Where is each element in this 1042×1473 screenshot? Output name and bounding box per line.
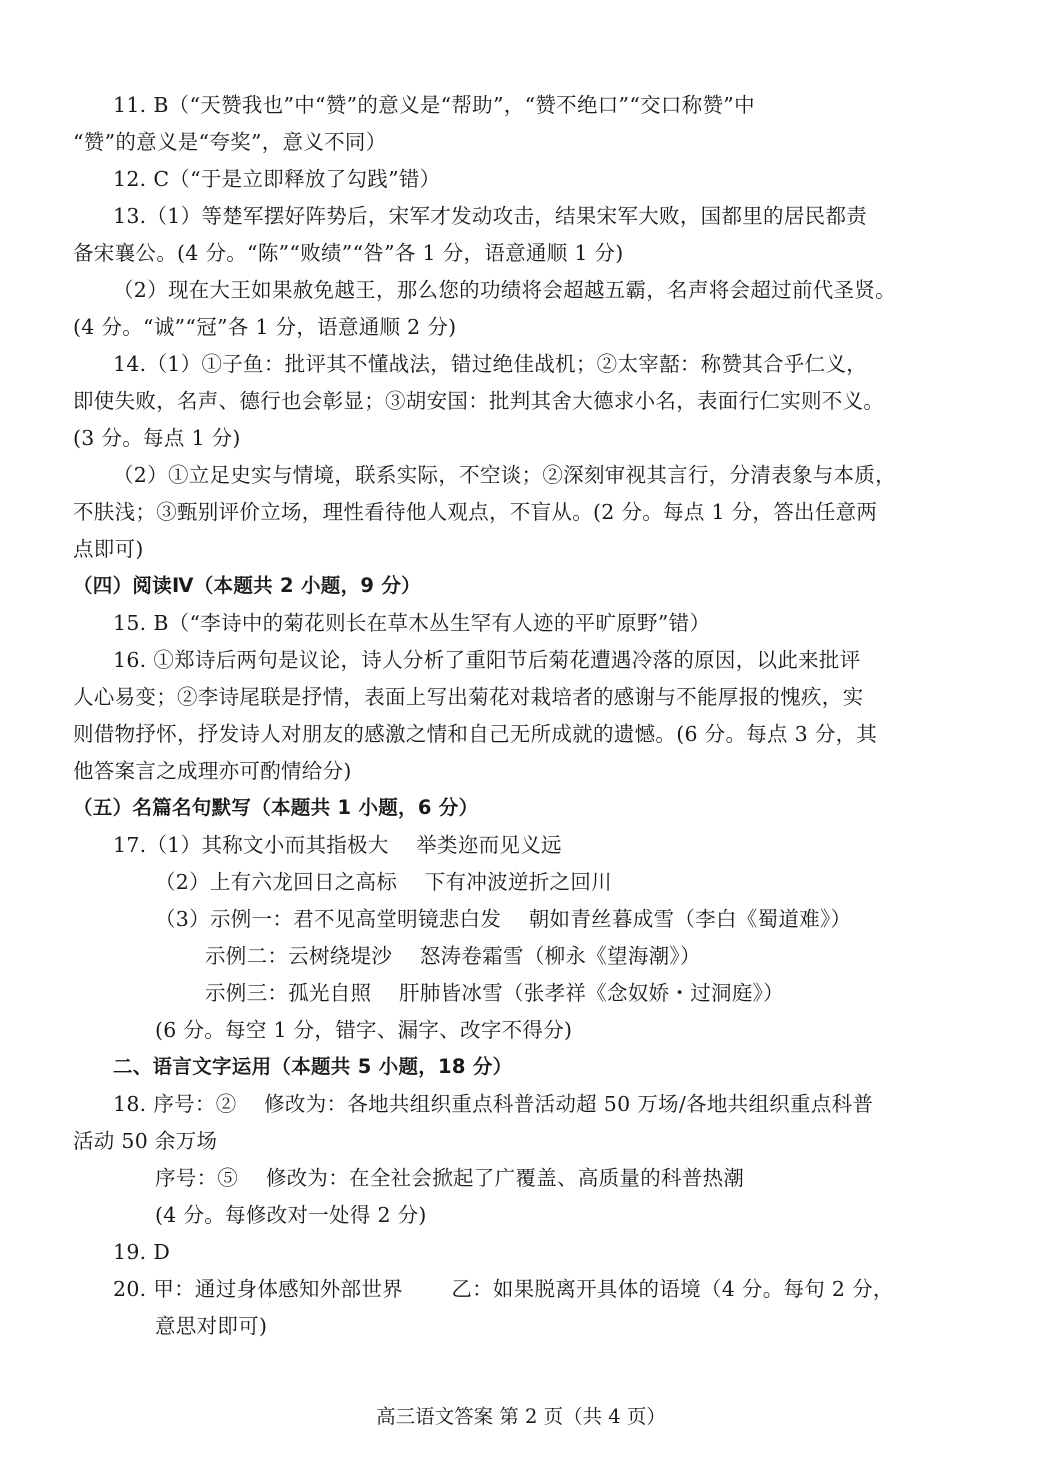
answer-13-1-line2: 备宋襄公。(4 分。“陈”“败绩”“咎”各 1 分，语意通顺 1 分) — [73, 241, 624, 265]
answer-17-3-example3: 示例三：孤光自照 肝肺皆冰雪（张孝祥《念奴娇・过洞庭》） — [205, 981, 784, 1005]
answer-18-line2: 活动 50 余万场 — [73, 1129, 218, 1153]
answer-14-2-line1: （2）①立足史实与情境，联系实际，不空谈；②深刻审视其言行，分清表象与本质， — [113, 463, 896, 487]
answer-14-2-line3: 点即可) — [73, 537, 144, 561]
answer-13-2-line1: （2）现在大王如果赦免越王，那么您的功绩将会超越五霸，名声将会超过前代圣贤。 — [113, 278, 896, 302]
section-heading-language-use: 二、语言文字运用（本题共 5 小题，18 分） — [113, 1055, 513, 1078]
answer-14-2-line2: 不肤浅；③甄别评价立场，理性看待他人观点，不盲从。(2 分。每点 1 分，答出任意两 — [73, 500, 878, 524]
section-heading-dictation: （五）名篇名句默写（本题共 1 小题，6 分） — [73, 796, 479, 819]
answer-13-2-line2: (4 分。“诚”“冠”各 1 分，语意通顺 2 分) — [73, 315, 457, 339]
answer-12: 12. C（“于是立即释放了勾践”错） — [113, 167, 441, 191]
answer-18-line3: 序号：⑤ 修改为：在全社会掀起了广覆盖、高质量的科普热潮 — [155, 1166, 745, 1190]
answer-17-1: 17.（1）其称文小而其指极大 举类迩而见义远 — [113, 833, 562, 857]
answer-17-3-example1: （3）示例一：君不见高堂明镜悲白发 朝如青丝暮成雪（李白《蜀道难》） — [155, 907, 852, 931]
answer-19: 19. D — [113, 1240, 171, 1264]
answer-17-scoring: (6 分。每空 1 分，错字、漏字、改字不得分) — [155, 1018, 573, 1042]
section-heading-reading-4: （四）阅读Ⅳ（本题共 2 小题，9 分） — [73, 574, 421, 597]
answer-15: 15. B（“李诗中的菊花则长在草木丛生罕有人迹的平旷原野”错） — [113, 611, 711, 635]
answer-11-line2: “赞”的意义是“夸奖”，意义不同） — [73, 130, 387, 154]
answer-18-line1: 18. 序号：② 修改为：各地共组织重点科普活动超 50 万场/各地共组织重点科普 — [113, 1092, 874, 1116]
answer-16-line1: 16. ①郑诗后两句是议论，诗人分析了重阳节后菊花遭遇冷落的原因，以此来批评 — [113, 648, 861, 672]
answer-14-1-line3: (3 分。每点 1 分) — [73, 426, 241, 450]
answer-17-2: （2）上有六龙回日之高标 下有冲波逆折之回川 — [155, 870, 612, 894]
answer-20-line1: 20. 甲：通过身体感知外部世界 乙：如果脱离开具体的语境（4 分。每句 2 分， — [113, 1277, 894, 1301]
answer-16-line2: 人心易变；②李诗尾联是抒情，表面上写出菊花对栽培者的感谢与不能厚报的愧疚，实 — [73, 685, 864, 709]
answer-16-line4: 他答案言之成理亦可酌情给分) — [73, 759, 352, 783]
answer-20-line2: 意思对即可) — [155, 1314, 268, 1338]
answer-17-3-example2: 示例二：云树绕堤沙 怒涛卷霜雪（柳永《望海潮》） — [205, 944, 701, 968]
answer-18-scoring: (4 分。每修改对一处得 2 分) — [155, 1203, 427, 1227]
answer-16-line3: 则借物抒怀，抒发诗人对朋友的感激之情和自己无所成就的遗憾。(6 分。每点 3 分，其 — [73, 722, 878, 746]
answer-11-line1: 11. B（“天赞我也”中“赞”的意义是“帮助”，“赞不绝口”“交口称赞”中 — [113, 93, 755, 117]
page-footer: 高三语文答案 第 2 页（共 4 页） — [376, 1405, 666, 1428]
answer-13-1-line1: 13.（1）等楚军摆好阵势后，宋军才发动攻击，结果宋军大败，国都里的居民都责 — [113, 204, 868, 228]
answer-14-1-line1: 14.（1）①子鱼：批评其不懂战法，错过绝佳战机；②太宰嚭：称赞其合乎仁义， — [113, 352, 868, 376]
answer-14-1-line2: 即使失败，名声、德行也会彰显；③胡安国：批判其舍大德求小名，表面行仁实则不义。 — [73, 389, 885, 413]
